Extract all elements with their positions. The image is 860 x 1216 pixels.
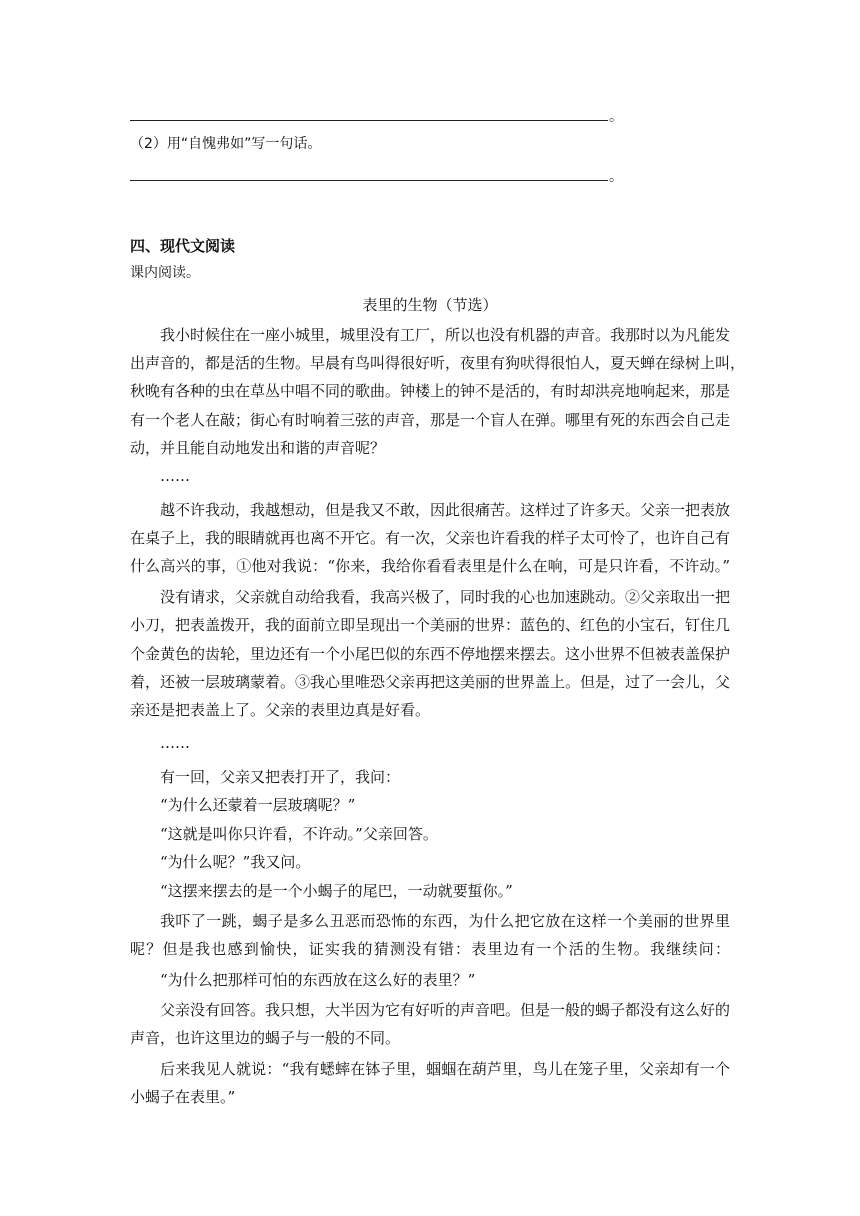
- dialogue-line-2: “为什么还蒙着一层玻璃呢？”: [160, 796, 356, 814]
- answer-period-1: 。: [609, 109, 623, 125]
- paragraph-3-line-3: 个金黄色的齿轮，里边还有一个小尾巴似的东西不停地摆来摆去。这小世界不但被表盖保护: [130, 645, 731, 663]
- question-2-label: （2）用“自愧弗如”写一句话。: [130, 136, 322, 152]
- answer-period-2: 。: [609, 169, 623, 185]
- dialogue-line-6: “为什么把那样可怕的东西放在这么好的表里？”: [160, 971, 476, 989]
- ellipsis-1: ……: [160, 467, 190, 485]
- passage-title: 表里的生物（节选）: [362, 296, 498, 314]
- paragraph-3-line-1: 没有请求，父亲就自动给我看，我高兴极了，同时我的心也加速跳动。②父亲取出一把: [160, 588, 731, 606]
- answer-blank-line-1[interactable]: [130, 120, 608, 121]
- paragraph-3-line-2: 小刀，把表盖拨开，我的面前立即呈现出一个美丽的世界：蓝色的、红色的小宝石，钉住几: [130, 616, 731, 634]
- answer-blank-line-2[interactable]: [130, 180, 608, 181]
- dialogue-line-5: “这摆来摆去的是一个小蝎子的尾巴，一动就要蜇你。”: [160, 882, 513, 900]
- section-heading: 四、现代文阅读: [130, 237, 236, 255]
- paragraph-4-line-1: 我吓了一跳，蝎子是多么丑恶而恐怖的东西，为什么把它放在这样一个美丽的世界里: [160, 912, 730, 930]
- ellipsis-2: ……: [160, 734, 190, 752]
- paragraph-6-line-2: 小蝎子在表里。”: [130, 1088, 236, 1106]
- dialogue-line-1: 有一回，父亲又把表打开了，我问：: [160, 768, 401, 786]
- paragraph-5-line-2: 声音，也许这里边的蝎子与一般的不同。: [130, 1029, 401, 1047]
- paragraph-6-line-1: 后来我见人就说：“我有蟋蟀在钵子里，蝈蝈在葫芦里，鸟儿在笼子里，父亲却有一个: [160, 1060, 730, 1078]
- paragraph-1-line-2: 出声音的，都是活的生物。早晨有鸟叫得很好听，夜里有狗吠得很怕人，夏天蝉在绿树上叫，: [130, 354, 746, 372]
- dialogue-line-3: “这就是叫你只许看，不许动。”父亲回答。: [160, 825, 438, 843]
- paragraph-2-line-3: 什么高兴的事，①他对我说：“你来，我给你看看表里是什么在响，可是只许看，不许动。”: [130, 557, 730, 575]
- paragraph-1-line-1: 我小时候住在一座小城里，城里没有工厂，所以也没有机器的声音。我那时以为凡能发: [160, 326, 731, 344]
- paragraph-5-line-1: 父亲没有回答。我只想，大半因为它有好听的声音吧。但是一般的蝎子都没有这么好的: [160, 1001, 731, 1019]
- paragraph-3-line-4: 着，还被一层玻璃蒙着。③我心里唯恐父亲再把这美丽的世界盖上。但是，过了一会儿，父: [130, 673, 731, 691]
- section-intro: 课内阅读。: [130, 265, 200, 281]
- paragraph-3-line-5: 亲还是把表盖上了。父亲的表里边真是好看。: [130, 701, 431, 719]
- paragraph-1-line-3: 秋晚有各种的虫在草丛中唱不同的歌曲。钟楼上的钟不是活的，有时却洪亮地响起来，那是: [130, 382, 731, 400]
- dialogue-line-4: “为什么呢？”我又问。: [160, 853, 311, 871]
- paragraph-1-line-5: 动，并且能自动地发出和谐的声音呢？: [130, 439, 386, 457]
- paragraph-2-line-1: 越不许我动，我越想动，但是我又不敢，因此很痛苦。这样过了许多天。父亲一把表放: [160, 501, 731, 519]
- paragraph-2-line-2: 在桌子上，我的眼睛就再也离不开它。有一次，父亲也许看我的样子太可怜了，也许自己有: [130, 529, 731, 547]
- paragraph-4-line-2: 呢？但是我也感到愉快，证实我的猜测没有错：表里边有一个活的生物。我继续问：: [130, 940, 730, 958]
- paragraph-1-line-4: 有一个老人在敲；街心有时响着三弦的声音，那是一个盲人在弹。哪里有死的东西会自己走: [130, 411, 731, 429]
